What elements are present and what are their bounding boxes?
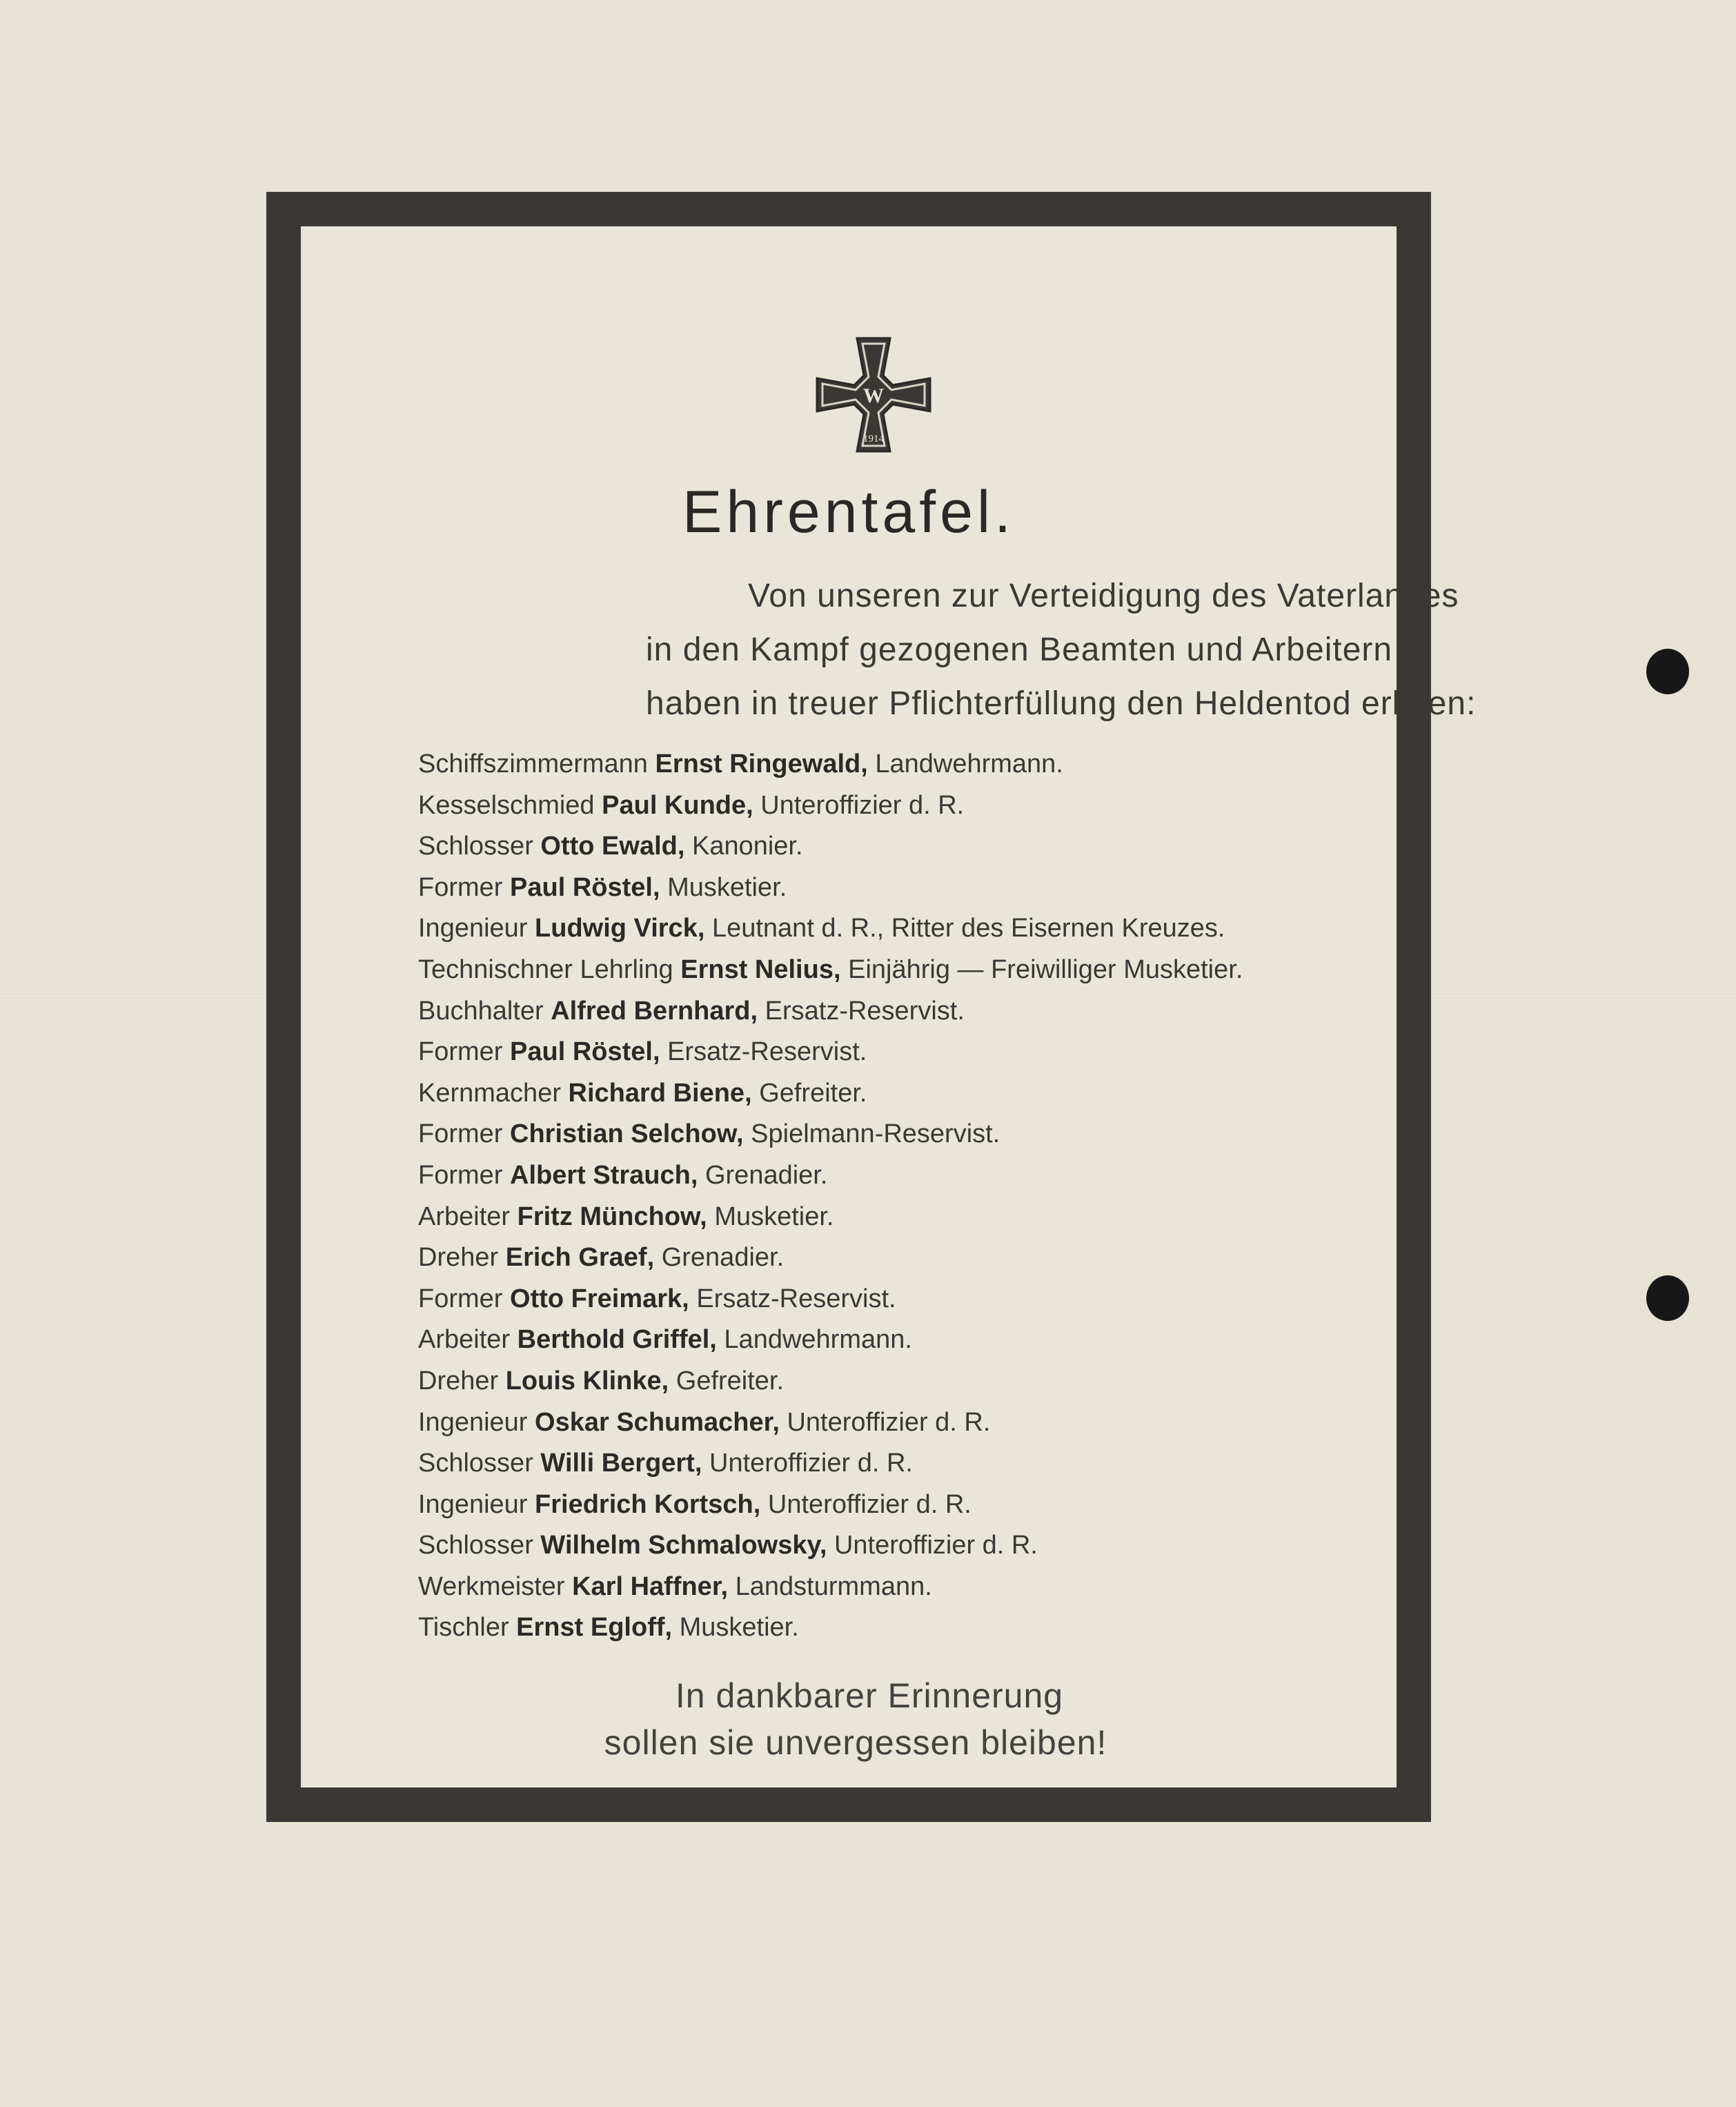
list-item bbox=[418, 1155, 1384, 1197]
entry-occupation: Former bbox=[418, 1037, 503, 1067]
entry-occupation: Schlosser bbox=[418, 1449, 533, 1478]
entry-name: Oskar Schumacher, bbox=[535, 1407, 780, 1437]
entry-rank: Spielmann-Reservist. bbox=[751, 1119, 1000, 1149]
intro-line-3: haben in treuer Pflichterfüllung den Heldentod erlitten: bbox=[646, 685, 1477, 722]
entry-name: Alfred Bernhard, bbox=[551, 996, 758, 1026]
entry-occupation: Former bbox=[418, 1284, 503, 1313]
entry-occupation: Werkmeister bbox=[418, 1571, 565, 1601]
entry-occupation: Ingenieur bbox=[418, 914, 528, 943]
entry-rank: Ersatz-Reservist. bbox=[765, 996, 965, 1026]
emblem-year: 1914 bbox=[863, 433, 884, 444]
entry-occupation: Dreher bbox=[418, 1366, 499, 1395]
entry-occupation: Arbeiter bbox=[418, 1202, 511, 1231]
entry-occupation: Schlosser bbox=[418, 1531, 533, 1560]
list-item bbox=[418, 1237, 1384, 1279]
punch-hole-bottom bbox=[1646, 1275, 1689, 1321]
list-item bbox=[418, 1032, 1384, 1073]
honor-roll-list bbox=[418, 744, 1384, 1649]
entry-occupation: Dreher bbox=[418, 1243, 499, 1273]
entry-name: Wilhelm Schmalowsky, bbox=[540, 1531, 827, 1560]
entry-name: Ludwig Virck, bbox=[535, 914, 705, 943]
entry-name: Erich Graef, bbox=[505, 1243, 655, 1273]
entry-name: Karl Haffner, bbox=[572, 1571, 729, 1601]
list-item bbox=[418, 950, 1384, 991]
iron-cross-icon bbox=[811, 333, 936, 457]
entry-occupation: Technischner Lehrling bbox=[418, 954, 673, 984]
entry-rank: Leutnant d. R., Ritter des Eisernen Kreuzes. bbox=[711, 914, 1225, 943]
entry-occupation: Schlosser bbox=[418, 832, 533, 861]
list-item bbox=[418, 1443, 1384, 1484]
entry-rank: Musketier. bbox=[667, 872, 787, 902]
closing-line-1: In dankbarer Erinnerung bbox=[675, 1676, 1064, 1715]
list-item bbox=[418, 1320, 1384, 1361]
entry-rank: Landwehrmann. bbox=[875, 749, 1063, 778]
list-item bbox=[418, 1361, 1384, 1402]
list-item bbox=[418, 1484, 1384, 1526]
intro-line-1: Von unseren zur Verteidigung des Vaterlandes bbox=[748, 578, 1459, 614]
page-title: Ehrentafel. bbox=[682, 479, 1015, 545]
entry-name: Otto Freimark, bbox=[510, 1284, 689, 1313]
entry-name: Friedrich Kortsch, bbox=[535, 1489, 761, 1519]
intro-line-2: in den Kampf gezogenen Beamten und Arbeitern bbox=[646, 631, 1393, 668]
entry-name: Louis Klinke, bbox=[505, 1366, 669, 1395]
entry-name: Christian Selchow, bbox=[510, 1119, 744, 1149]
closing-line-2: sollen sie unvergessen bleiben! bbox=[604, 1723, 1107, 1762]
list-item bbox=[418, 744, 1384, 785]
entry-rank: Ersatz-Reservist. bbox=[696, 1284, 896, 1313]
emblem-monogram: W bbox=[863, 384, 884, 407]
entry-occupation: Former bbox=[418, 1119, 503, 1149]
list-item bbox=[418, 1279, 1384, 1320]
list-item bbox=[418, 1114, 1384, 1155]
entry-occupation: Buchhalter bbox=[418, 996, 544, 1026]
entry-occupation: Former bbox=[418, 1160, 503, 1190]
entry-name: Ernst Nelius, bbox=[680, 954, 841, 984]
list-item bbox=[418, 1197, 1384, 1238]
list-item bbox=[418, 1567, 1384, 1608]
entry-rank: Unteroffizier d. R. bbox=[767, 1489, 971, 1519]
entry-rank: Unteroffizier d. R. bbox=[787, 1407, 991, 1437]
entry-rank: Unteroffizier d. R. bbox=[709, 1449, 913, 1478]
entry-name: Paul Röstel, bbox=[510, 1037, 660, 1067]
entry-occupation: Ingenieur bbox=[418, 1489, 528, 1519]
entry-occupation: Tischler bbox=[418, 1613, 509, 1643]
entry-rank: Grenadier. bbox=[704, 1160, 828, 1190]
entry-occupation: Schiffszimmermann bbox=[418, 749, 648, 778]
list-item bbox=[418, 991, 1384, 1032]
list-item bbox=[418, 868, 1384, 909]
entry-rank: Kanonier. bbox=[691, 832, 803, 861]
entry-rank: Gefreiter. bbox=[759, 1078, 867, 1108]
entry-rank: Gefreiter. bbox=[675, 1366, 785, 1395]
entry-occupation: Kesselschmied bbox=[418, 790, 595, 820]
entry-name: Paul Kunde, bbox=[602, 790, 753, 820]
entry-name: Otto Ewald, bbox=[540, 832, 685, 861]
entry-rank: Musketier. bbox=[679, 1613, 799, 1643]
entry-name: Berthold Griffel, bbox=[517, 1325, 717, 1355]
entry-name: Richard Biene, bbox=[568, 1078, 752, 1108]
entry-rank: Landwehrmann. bbox=[724, 1325, 912, 1355]
entry-name: Ernst Ringewald, bbox=[655, 749, 868, 778]
entry-rank: Grenadier. bbox=[661, 1243, 785, 1273]
entry-rank: Unteroffizier d. R. bbox=[760, 790, 965, 820]
list-item bbox=[418, 826, 1384, 868]
entry-rank: Einjährig — Freiwilliger Musketier. bbox=[848, 954, 1243, 984]
entry-rank: Landsturmmann. bbox=[735, 1571, 932, 1601]
list-item bbox=[418, 1525, 1384, 1567]
list-item bbox=[418, 1073, 1384, 1115]
entry-occupation: Arbeiter bbox=[418, 1325, 511, 1355]
list-item bbox=[418, 785, 1384, 827]
entry-rank: Musketier. bbox=[714, 1202, 834, 1231]
entry-rank: Unteroffizier d. R. bbox=[834, 1531, 1038, 1560]
entry-name: Ernst Egloff, bbox=[516, 1613, 673, 1643]
entry-name: Albert Strauch, bbox=[510, 1160, 698, 1190]
entry-rank: Ersatz-Reservist. bbox=[667, 1037, 867, 1067]
entry-name: Fritz Münchow, bbox=[517, 1202, 707, 1231]
entry-occupation: Kernmacher bbox=[418, 1078, 561, 1108]
entry-occupation: Former bbox=[418, 872, 503, 902]
entry-name: Paul Röstel, bbox=[510, 872, 660, 902]
punch-hole-top bbox=[1646, 649, 1689, 694]
entry-occupation: Ingenieur bbox=[418, 1407, 528, 1437]
list-item bbox=[418, 908, 1384, 950]
list-item bbox=[418, 1402, 1384, 1444]
entry-name: Willi Bergert, bbox=[540, 1449, 702, 1478]
list-item bbox=[418, 1607, 1384, 1649]
memorial-frame bbox=[266, 192, 1477, 1822]
